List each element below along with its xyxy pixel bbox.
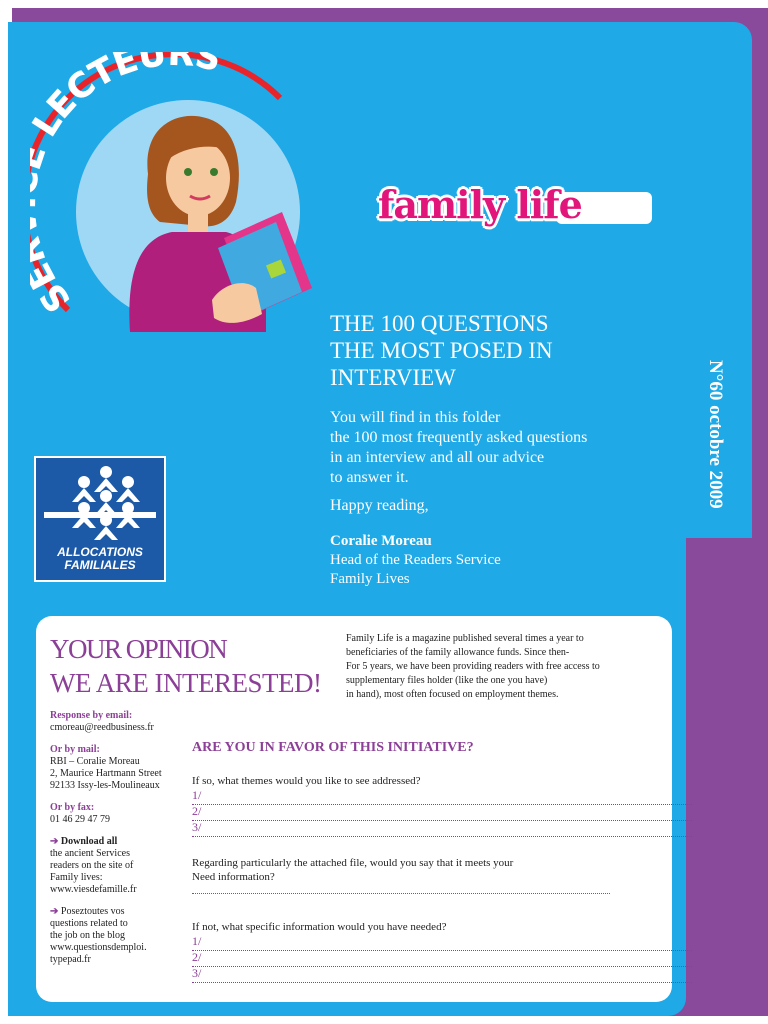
question-needed-info: If not, what specific information would you have needed? bbox=[192, 921, 447, 933]
answer-line-2[interactable]: 2/ bbox=[192, 804, 692, 821]
fax-block bbox=[50, 802, 190, 826]
download-line: the ancient Services bbox=[50, 848, 130, 859]
email-block bbox=[50, 710, 190, 734]
answer-line-1[interactable]: 1/ bbox=[192, 788, 692, 805]
post-label: Poseztoutes vos bbox=[60, 906, 125, 917]
bottom-strip bbox=[0, 1016, 768, 1024]
description-line: For 5 years, we have been providing readers with free access to bbox=[346, 661, 600, 672]
badge-arc-text: S ECTEURS bbox=[32, 52, 225, 320]
download-url[interactable]: www.viesdefamille.fr bbox=[50, 884, 137, 895]
download-line: readers on the site of bbox=[50, 860, 134, 871]
people-icon bbox=[36, 458, 164, 548]
blog-line: questions related to bbox=[50, 918, 128, 929]
intro-line: to answer it. bbox=[330, 469, 409, 486]
headline-line: THE MOST POSED IN bbox=[330, 338, 553, 363]
arrow-icon: ➔ bbox=[50, 906, 59, 917]
description-line: Family Life is a magazine published several times a year to bbox=[346, 633, 584, 644]
blog-url[interactable]: www.questionsdemploi. bbox=[50, 942, 147, 953]
description-line: in hand), most often focused on employment themes. bbox=[346, 689, 559, 700]
answer-line-5[interactable]: 2/ bbox=[192, 950, 692, 967]
download-line: Family lives: bbox=[50, 872, 103, 883]
issue-label bbox=[702, 360, 742, 540]
arrow-icon: ➔ bbox=[50, 836, 59, 847]
mail-line: 2, Maurice Hartmann Street bbox=[50, 768, 162, 779]
main-question: ARE YOU IN FAVOR OF THIS INITIATIVE? bbox=[192, 740, 474, 755]
signature bbox=[330, 532, 501, 589]
service-lecteurs-badge bbox=[30, 52, 330, 352]
mail-block bbox=[50, 744, 190, 792]
blog-block bbox=[50, 906, 190, 966]
signature-role: Head of the Readers Service bbox=[330, 552, 501, 568]
blog-line: the job on the blog bbox=[50, 930, 125, 941]
reader-illustration bbox=[30, 52, 330, 352]
fax-label: Or by fax: bbox=[50, 802, 95, 813]
mail-line: 92133 Issy-les-Moulineaux bbox=[50, 780, 160, 791]
description-line: supplementary files holder (like the one you have) bbox=[346, 675, 548, 686]
purple-side-strip bbox=[686, 538, 768, 1024]
signature-org: Family Lives bbox=[330, 571, 410, 587]
answer-line-6[interactable]: 3/ bbox=[192, 966, 692, 983]
caf-line1: ALLOCATIONS bbox=[57, 545, 143, 559]
intro-line: in an interview and all our advice bbox=[330, 449, 545, 466]
opinion-subtitle: WE ARE INTERESTED! bbox=[50, 668, 322, 698]
answer-line-need[interactable] bbox=[192, 892, 610, 894]
email-label: Response by email: bbox=[50, 710, 133, 721]
intro-line: the 100 most frequently asked questions bbox=[330, 429, 588, 446]
opinion-panel bbox=[36, 616, 672, 1002]
issue-text: N°60 octobre 2009 bbox=[705, 360, 726, 509]
caf-line2: FAMILIALES bbox=[64, 558, 136, 572]
answer-line-3[interactable]: 3/ bbox=[192, 820, 692, 837]
intro-text bbox=[330, 408, 650, 488]
caf-logo bbox=[34, 456, 166, 582]
answer-line-4[interactable]: 1/ bbox=[192, 934, 692, 951]
magazine-description bbox=[346, 632, 646, 702]
intro-line: You will find in this folder bbox=[330, 409, 501, 426]
question-meets-need-2: Need information? bbox=[192, 871, 275, 883]
download-block bbox=[50, 836, 190, 896]
email-address[interactable]: cmoreau@reedbusiness.fr bbox=[50, 722, 154, 733]
mail-label: Or by mail: bbox=[50, 744, 100, 755]
question-meets-need-1: Regarding particularly the attached file, would you say that it meets your bbox=[192, 857, 514, 869]
headline-line: INTERVIEW bbox=[330, 365, 456, 390]
blog-url[interactable]: typepad.fr bbox=[50, 954, 91, 965]
logo-text: family life bbox=[378, 182, 582, 227]
caf-text bbox=[36, 546, 164, 572]
mail-line: RBI – Coralie Moreau bbox=[50, 756, 140, 767]
signature-name: Coralie Moreau bbox=[330, 533, 432, 549]
fax-number: 01 46 29 47 79 bbox=[50, 814, 110, 825]
description-line: beneficiaries of the family allowance funds. Since then- bbox=[346, 647, 570, 658]
family-life-logo bbox=[378, 178, 668, 248]
download-label: Download all bbox=[60, 836, 118, 847]
closing-text: Happy reading, bbox=[330, 497, 429, 514]
opinion-title: YOUR OPINION bbox=[50, 634, 227, 664]
headline bbox=[330, 310, 630, 391]
question-themes: If so, what themes would you like to see addressed? bbox=[192, 775, 421, 787]
headline-line: THE 100 QUESTIONS bbox=[330, 311, 549, 336]
contact-info bbox=[50, 710, 190, 976]
